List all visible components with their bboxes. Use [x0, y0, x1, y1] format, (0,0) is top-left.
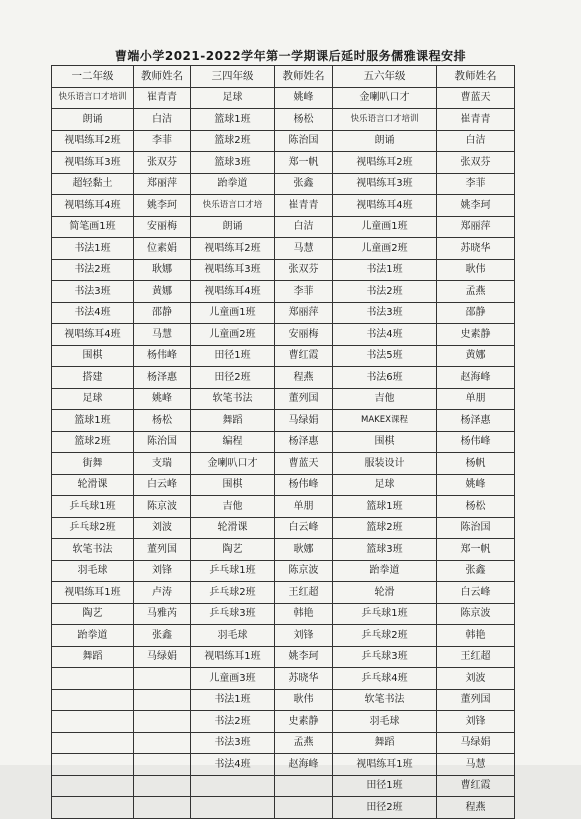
- table-row: [52, 216, 515, 238]
- course-cell: [52, 711, 134, 733]
- teacher-cell: 陈京波: [437, 603, 515, 625]
- course-cell: 跆拳道: [333, 560, 437, 582]
- course-cell: [191, 797, 275, 819]
- teacher-cell: 苏晓华: [275, 668, 333, 690]
- table-row: [52, 259, 515, 281]
- table-body: [52, 87, 515, 818]
- course-cell: 围棋: [52, 345, 134, 367]
- teacher-cell: 耿娜: [134, 259, 191, 281]
- teacher-cell: 赵海峰: [437, 367, 515, 389]
- course-cell: 乒乓球3班: [333, 646, 437, 668]
- course-cell: 书法1班: [52, 238, 134, 260]
- table-row: [52, 152, 515, 174]
- table-row: [52, 324, 515, 346]
- course-cell: 田径2班: [191, 367, 275, 389]
- table-row: [52, 668, 515, 690]
- course-cell: 乒乓球4班: [333, 668, 437, 690]
- course-cell: 围棋: [333, 431, 437, 453]
- course-cell: 轮滑课: [191, 517, 275, 539]
- course-cell: 书法4班: [333, 324, 437, 346]
- table-row: [52, 130, 515, 152]
- table-row: [52, 689, 515, 711]
- course-cell: 羽毛球: [191, 625, 275, 647]
- course-cell: 乒乓球1班: [52, 496, 134, 518]
- course-cell: 朗诵: [52, 109, 134, 131]
- course-cell: 吉他: [191, 496, 275, 518]
- teacher-cell: 刘波: [134, 517, 191, 539]
- teacher-cell: [275, 797, 333, 819]
- schedule-table: [51, 65, 515, 819]
- header-teacher: 教师姓名: [134, 66, 191, 88]
- course-cell: 视唱练耳4班: [191, 281, 275, 303]
- teacher-cell: 王红超: [275, 582, 333, 604]
- header-grade-5-6: 五六年级: [333, 66, 437, 88]
- teacher-cell: 黄娜: [437, 345, 515, 367]
- teacher-cell: 程燕: [437, 797, 515, 819]
- teacher-cell: 马慧: [437, 754, 515, 776]
- teacher-cell: 杨帆: [437, 453, 515, 475]
- course-cell: 跆拳道: [52, 625, 134, 647]
- course-cell: 乒乓球1班: [191, 560, 275, 582]
- course-cell: 视唱练耳1班: [52, 582, 134, 604]
- teacher-cell: 耿伟: [437, 259, 515, 281]
- course-cell: 乒乓球2班: [52, 517, 134, 539]
- course-cell: 服装设计: [333, 453, 437, 475]
- teacher-cell: 耿娜: [275, 539, 333, 561]
- teacher-cell: 安丽梅: [275, 324, 333, 346]
- course-cell: 陶艺: [191, 539, 275, 561]
- teacher-cell: 姚峰: [437, 474, 515, 496]
- teacher-cell: 郑丽萍: [437, 216, 515, 238]
- course-cell: 朗诵: [333, 130, 437, 152]
- course-cell: [191, 775, 275, 797]
- course-cell: 视唱练耳1班: [191, 646, 275, 668]
- course-cell: 超轻黏土: [52, 173, 134, 195]
- course-cell: 视唱练耳4班: [333, 195, 437, 217]
- teacher-cell: 邵静: [134, 302, 191, 324]
- teacher-cell: 赵海峰: [275, 754, 333, 776]
- teacher-cell: 姚峰: [275, 87, 333, 109]
- teacher-cell: 单朋: [437, 388, 515, 410]
- teacher-cell: 杨松: [134, 410, 191, 432]
- course-cell: 朗诵: [191, 216, 275, 238]
- teacher-cell: 曹红霞: [437, 775, 515, 797]
- course-cell: 书法4班: [52, 302, 134, 324]
- course-cell: 快乐语言口才培: [191, 195, 275, 217]
- teacher-cell: 韩艳: [275, 603, 333, 625]
- table-row: [52, 388, 515, 410]
- teacher-cell: 单朋: [275, 496, 333, 518]
- table-row: [52, 453, 515, 475]
- course-cell: 视唱练耳2班: [333, 152, 437, 174]
- teacher-cell: 白云峰: [275, 517, 333, 539]
- table-row: [52, 281, 515, 303]
- course-cell: 视唱练耳2班: [52, 130, 134, 152]
- table-row: [52, 238, 515, 260]
- course-cell: 视唱练耳1班: [333, 754, 437, 776]
- teacher-cell: 苏晓华: [437, 238, 515, 260]
- teacher-cell: 史素静: [275, 711, 333, 733]
- teacher-cell: 卢涛: [134, 582, 191, 604]
- course-cell: 舞蹈: [52, 646, 134, 668]
- course-cell: 书法3班: [191, 732, 275, 754]
- teacher-cell: 崔青青: [437, 109, 515, 131]
- teacher-cell: 支瑞: [134, 453, 191, 475]
- teacher-cell: 马绿娟: [134, 646, 191, 668]
- course-cell: 足球: [52, 388, 134, 410]
- table-row: [52, 195, 515, 217]
- teacher-cell: [275, 775, 333, 797]
- teacher-cell: [134, 689, 191, 711]
- teacher-cell: 马雅芮: [134, 603, 191, 625]
- header-teacher: 教师姓名: [437, 66, 515, 88]
- course-cell: 篮球2班: [191, 130, 275, 152]
- teacher-cell: 郑丽萍: [134, 173, 191, 195]
- teacher-cell: 白云峰: [437, 582, 515, 604]
- teacher-cell: 张鑫: [275, 173, 333, 195]
- teacher-cell: 郑一帆: [275, 152, 333, 174]
- teacher-cell: [134, 797, 191, 819]
- teacher-cell: 陈治国: [437, 517, 515, 539]
- course-cell: 金喇叭口才: [333, 87, 437, 109]
- table-row: [52, 345, 515, 367]
- table-row: [52, 582, 515, 604]
- teacher-cell: 刘锋: [437, 711, 515, 733]
- course-cell: [52, 754, 134, 776]
- teacher-cell: 董列国: [134, 539, 191, 561]
- teacher-cell: 白洁: [134, 109, 191, 131]
- course-cell: 轮滑: [333, 582, 437, 604]
- table-row: [52, 302, 515, 324]
- table-header-row: [52, 66, 515, 88]
- teacher-cell: 白洁: [437, 130, 515, 152]
- course-cell: 书法2班: [191, 711, 275, 733]
- teacher-cell: 曹蓝天: [437, 87, 515, 109]
- course-cell: 书法1班: [333, 259, 437, 281]
- table-row: [52, 474, 515, 496]
- teacher-cell: 马慧: [275, 238, 333, 260]
- header-grade-3-4: 三四年级: [191, 66, 275, 88]
- course-cell: [52, 775, 134, 797]
- teacher-cell: 李菲: [437, 173, 515, 195]
- course-cell: [52, 668, 134, 690]
- teacher-cell: 张鑫: [437, 560, 515, 582]
- teacher-cell: 董列国: [437, 689, 515, 711]
- course-cell: 书法4班: [191, 754, 275, 776]
- teacher-cell: 张双芬: [134, 152, 191, 174]
- course-cell: 乒乓球2班: [191, 582, 275, 604]
- teacher-cell: 白洁: [275, 216, 333, 238]
- course-cell: [52, 689, 134, 711]
- teacher-cell: 李菲: [134, 130, 191, 152]
- teacher-cell: 李菲: [275, 281, 333, 303]
- course-cell: 足球: [191, 87, 275, 109]
- teacher-cell: 白云峰: [134, 474, 191, 496]
- teacher-cell: 郑丽萍: [275, 302, 333, 324]
- course-cell: 篮球1班: [191, 109, 275, 131]
- teacher-cell: [134, 732, 191, 754]
- course-cell: 陶艺: [52, 603, 134, 625]
- table-row: [52, 517, 515, 539]
- teacher-cell: [134, 775, 191, 797]
- teacher-cell: 陈治国: [134, 431, 191, 453]
- table-row: [52, 539, 515, 561]
- teacher-cell: 曹红霞: [275, 345, 333, 367]
- course-cell: 视唱练耳2班: [191, 238, 275, 260]
- teacher-cell: 马慧: [134, 324, 191, 346]
- teacher-cell: 崔青青: [275, 195, 333, 217]
- table-row: [52, 560, 515, 582]
- course-cell: 软笔书法: [191, 388, 275, 410]
- teacher-cell: 陈治国: [275, 130, 333, 152]
- teacher-cell: 郑一帆: [437, 539, 515, 561]
- teacher-cell: 杨泽惠: [437, 410, 515, 432]
- course-cell: 快乐语言口才培训: [333, 109, 437, 131]
- course-cell: 街舞: [52, 453, 134, 475]
- course-cell: [52, 732, 134, 754]
- course-cell: 儿童画2班: [191, 324, 275, 346]
- course-cell: 搭建: [52, 367, 134, 389]
- course-cell: 视唱练耳4班: [52, 195, 134, 217]
- course-cell: 乒乓球3班: [191, 603, 275, 625]
- teacher-cell: 姚李珂: [437, 195, 515, 217]
- course-cell: 篮球2班: [52, 431, 134, 453]
- table-row: [52, 754, 515, 776]
- table-row: [52, 775, 515, 797]
- teacher-cell: 杨伟峰: [275, 474, 333, 496]
- teacher-cell: 陈京波: [134, 496, 191, 518]
- teacher-cell: 孟燕: [437, 281, 515, 303]
- teacher-cell: 张双芬: [275, 259, 333, 281]
- teacher-cell: 姚李珂: [134, 195, 191, 217]
- teacher-cell: 王红超: [437, 646, 515, 668]
- course-cell: 书法3班: [52, 281, 134, 303]
- teacher-cell: 杨泽惠: [275, 431, 333, 453]
- course-cell: 金喇叭口才: [191, 453, 275, 475]
- course-cell: 围棋: [191, 474, 275, 496]
- table-row: [52, 797, 515, 819]
- table-row: [52, 625, 515, 647]
- teacher-cell: 黄娜: [134, 281, 191, 303]
- course-cell: 舞蹈: [333, 732, 437, 754]
- table-row: [52, 173, 515, 195]
- teacher-cell: 刘锋: [275, 625, 333, 647]
- course-cell: 田径2班: [333, 797, 437, 819]
- teacher-cell: 杨伟峰: [134, 345, 191, 367]
- course-cell: 简笔画1班: [52, 216, 134, 238]
- document-title: 曹端小学2021-2022学年第一学期课后延时服务儒雅课程安排: [114, 49, 467, 63]
- teacher-cell: 马绿娟: [437, 732, 515, 754]
- course-cell: 儿童画2班: [333, 238, 437, 260]
- course-cell: 视唱练耳4班: [52, 324, 134, 346]
- teacher-cell: [134, 711, 191, 733]
- course-cell: 足球: [333, 474, 437, 496]
- table-row: [52, 646, 515, 668]
- header-teacher: 教师姓名: [275, 66, 333, 88]
- course-cell: 羽毛球: [52, 560, 134, 582]
- course-cell: 视唱练耳3班: [333, 173, 437, 195]
- teacher-cell: 崔青青: [134, 87, 191, 109]
- course-cell: 书法3班: [333, 302, 437, 324]
- course-cell: 书法2班: [52, 259, 134, 281]
- teacher-cell: 张鑫: [134, 625, 191, 647]
- teacher-cell: 韩艳: [437, 625, 515, 647]
- teacher-cell: 张双芬: [437, 152, 515, 174]
- course-cell: 软笔书法: [52, 539, 134, 561]
- teacher-cell: 程燕: [275, 367, 333, 389]
- teacher-cell: 董列国: [275, 388, 333, 410]
- course-cell: 编程: [191, 431, 275, 453]
- course-cell: 儿童画1班: [191, 302, 275, 324]
- course-cell: 乒乓球2班: [333, 625, 437, 647]
- course-cell: 快乐语言口才培训: [52, 87, 134, 109]
- course-cell: 乒乓球1班: [333, 603, 437, 625]
- teacher-cell: 耿伟: [275, 689, 333, 711]
- teacher-cell: 史素静: [437, 324, 515, 346]
- course-cell: 篮球1班: [52, 410, 134, 432]
- course-cell: 田径1班: [191, 345, 275, 367]
- header-grade-1-2: 一二年级: [52, 66, 134, 88]
- table-row: [52, 496, 515, 518]
- course-cell: 篮球2班: [333, 517, 437, 539]
- teacher-cell: 马绿娟: [275, 410, 333, 432]
- course-cell: 轮滑课: [52, 474, 134, 496]
- teacher-cell: 刘锋: [134, 560, 191, 582]
- teacher-cell: 位素娟: [134, 238, 191, 260]
- course-cell: MAKEX课程: [333, 410, 437, 432]
- course-cell: [52, 797, 134, 819]
- teacher-cell: [134, 668, 191, 690]
- course-cell: 视唱练耳3班: [52, 152, 134, 174]
- teacher-cell: 杨泽惠: [134, 367, 191, 389]
- table-row: [52, 410, 515, 432]
- teacher-cell: 杨松: [275, 109, 333, 131]
- table-row: [52, 431, 515, 453]
- course-cell: 舞蹈: [191, 410, 275, 432]
- teacher-cell: 安丽梅: [134, 216, 191, 238]
- table-row: [52, 109, 515, 131]
- table-row: [52, 367, 515, 389]
- course-cell: 吉他: [333, 388, 437, 410]
- course-cell: 田径1班: [333, 775, 437, 797]
- course-cell: 书法2班: [333, 281, 437, 303]
- course-cell: 跆拳道: [191, 173, 275, 195]
- teacher-cell: 姚峰: [134, 388, 191, 410]
- course-cell: 篮球3班: [333, 539, 437, 561]
- course-cell: 软笔书法: [333, 689, 437, 711]
- course-cell: 篮球1班: [333, 496, 437, 518]
- course-cell: 篮球3班: [191, 152, 275, 174]
- course-cell: 羽毛球: [333, 711, 437, 733]
- table-row: [52, 732, 515, 754]
- teacher-cell: 曹蓝天: [275, 453, 333, 475]
- course-cell: 视唱练耳3班: [191, 259, 275, 281]
- teacher-cell: 刘波: [437, 668, 515, 690]
- teacher-cell: 杨松: [437, 496, 515, 518]
- teacher-cell: 姚李珂: [275, 646, 333, 668]
- table-row: [52, 603, 515, 625]
- course-cell: 书法1班: [191, 689, 275, 711]
- teacher-cell: 陈京波: [275, 560, 333, 582]
- teacher-cell: [134, 754, 191, 776]
- table-row: [52, 87, 515, 109]
- teacher-cell: 邵静: [437, 302, 515, 324]
- teacher-cell: 杨伟峰: [437, 431, 515, 453]
- course-cell: 儿童画1班: [333, 216, 437, 238]
- teacher-cell: 孟燕: [275, 732, 333, 754]
- course-cell: 儿童画3班: [191, 668, 275, 690]
- course-cell: 书法6班: [333, 367, 437, 389]
- course-cell: 书法5班: [333, 345, 437, 367]
- table-row: [52, 711, 515, 733]
